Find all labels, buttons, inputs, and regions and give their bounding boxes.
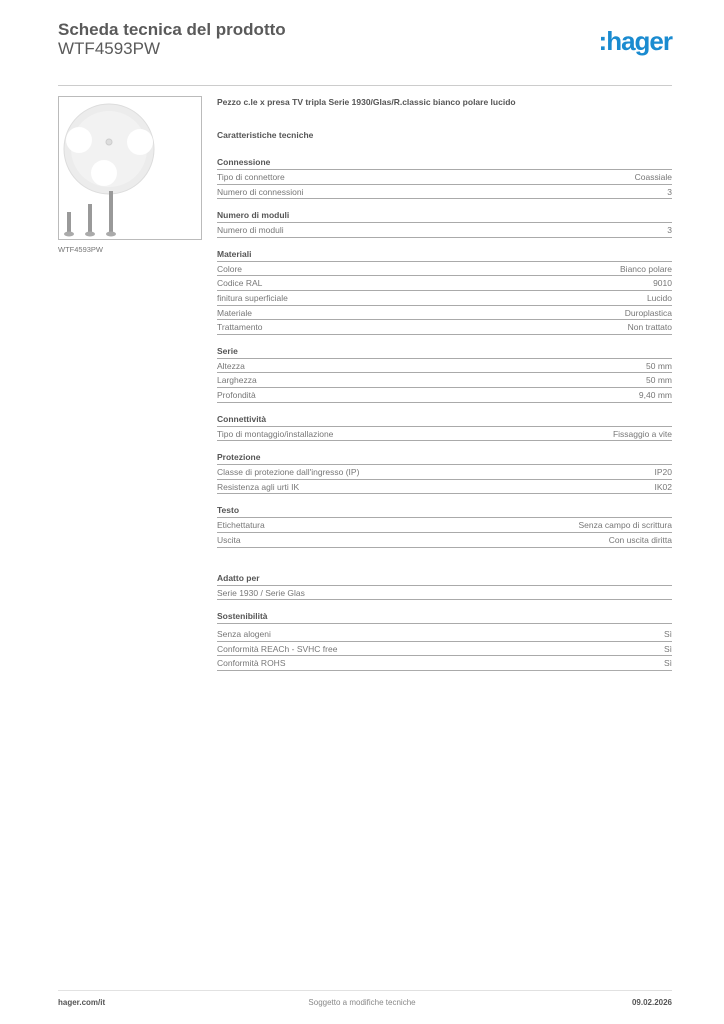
spec-row — [217, 465, 672, 480]
spec-label: Larghezza — [217, 375, 257, 386]
spec-value: Sì — [663, 629, 672, 640]
spec-label: Resistenza agli urti IK — [217, 481, 300, 492]
spec-sections — [217, 156, 672, 671]
product-code: WTF4593PW — [58, 39, 161, 58]
footer-divider — [58, 990, 672, 991]
spec-label: Altezza — [217, 360, 245, 371]
spec-section — [217, 413, 672, 442]
spec-label: Codice RAL — [217, 278, 263, 289]
spec-value: 9010 — [653, 278, 672, 289]
spec-section — [217, 504, 672, 547]
spec-value: IP20 — [654, 467, 672, 478]
product-description: Pezzo c.le x presa TV tripla Serie 1930/Glas/R.classic bianco polare lucido — [217, 97, 516, 107]
spec-value: Senza campo di scrittura — [578, 520, 672, 531]
spec-value: Fissaggio a vite — [612, 428, 672, 439]
spec-label: Classe di protezione dall'ingresso (IP) — [217, 467, 360, 478]
spec-row — [217, 359, 672, 374]
spec-label: Numero di moduli — [217, 225, 284, 236]
section-heading: Connettività — [217, 413, 672, 427]
section-heading: Serie — [217, 345, 672, 359]
spec-label: Numero di connessioni — [217, 186, 304, 197]
spec-label: Materiale — [217, 307, 252, 318]
hager-logo: :hager — [598, 26, 672, 56]
spec-row — [217, 518, 672, 533]
footer-disclaimer: Soggetto a modifiche tecniche — [308, 998, 416, 1007]
spec-section — [217, 610, 672, 671]
product-image — [58, 96, 202, 240]
spec-value: 3 — [667, 186, 672, 197]
spec-value: Sì — [663, 643, 672, 654]
spec-value: Sì — [663, 658, 672, 669]
spec-row — [217, 627, 672, 642]
spec-label: Colore — [217, 263, 243, 274]
spec-value: IK02 — [654, 481, 672, 492]
spec-section — [217, 156, 672, 199]
specs-title: Caratteristiche tecniche — [217, 130, 314, 140]
spec-label: Conformità REACh - SVHC free — [217, 643, 338, 654]
spec-label: Etichettatura — [217, 520, 265, 531]
spec-value: 3 — [667, 225, 672, 236]
spec-value: 50 mm — [646, 375, 672, 386]
section-heading: Adatto per — [217, 572, 672, 586]
spec-row — [217, 388, 672, 403]
page-title: Scheda tecnica del prodotto — [58, 20, 286, 39]
spec-row — [217, 291, 672, 306]
spec-section — [217, 451, 672, 494]
spec-label: Tipo di montaggio/installazione — [217, 428, 334, 439]
spec-value: Duroplastica — [624, 307, 672, 318]
header-divider — [58, 85, 672, 86]
spec-value: 50 mm — [646, 360, 672, 371]
spec-label: Tipo di connettore — [217, 172, 285, 182]
spec-row — [217, 427, 672, 442]
spec-value: Lucido — [646, 292, 672, 303]
spec-label: Uscita — [217, 534, 241, 545]
spec-row — [217, 586, 672, 601]
section-heading: Sostenibilità — [217, 610, 672, 624]
spec-row — [217, 276, 672, 291]
spec-row — [217, 223, 672, 238]
spec-section — [217, 248, 672, 335]
spec-row — [217, 533, 672, 548]
footer-website-link[interactable]: hager.com/it — [58, 998, 106, 1007]
image-caption: WTF4593PW — [58, 245, 104, 254]
spec-row — [217, 170, 672, 185]
section-heading: Connessione — [217, 156, 672, 170]
spec-label: finitura superficiale — [217, 292, 288, 303]
spec-row — [217, 656, 672, 671]
spec-label: Conformità ROHS — [217, 658, 286, 669]
spec-section — [217, 209, 672, 238]
spec-row — [217, 642, 672, 657]
spec-row — [217, 373, 672, 388]
spec-section — [217, 345, 672, 403]
spec-row — [217, 262, 672, 277]
footer-date: 09.02.2026 — [631, 998, 672, 1007]
section-heading: Materiali — [217, 248, 672, 262]
spec-value: Bianco polare — [620, 263, 672, 274]
section-heading: Protezione — [217, 451, 672, 465]
spec-value: Con uscita diritta — [608, 534, 672, 545]
spec-row — [217, 320, 672, 335]
spec-row — [217, 185, 672, 200]
spec-value: Non trattato — [627, 322, 672, 333]
spec-label: Serie 1930 / Serie Glas — [217, 587, 305, 598]
spec-label: Trattamento — [217, 322, 263, 333]
spec-value: 9,40 mm — [638, 389, 672, 400]
spec-label: Senza alogeni — [217, 629, 271, 640]
spec-row — [217, 480, 672, 495]
section-heading: Testo — [217, 504, 672, 518]
section-heading: Numero di moduli — [217, 209, 672, 223]
spec-value: Coassiale — [634, 172, 672, 182]
spec-section — [217, 572, 672, 601]
spec-sheet — [217, 97, 672, 671]
spec-label: Profondità — [217, 389, 256, 400]
spec-row — [217, 306, 672, 321]
